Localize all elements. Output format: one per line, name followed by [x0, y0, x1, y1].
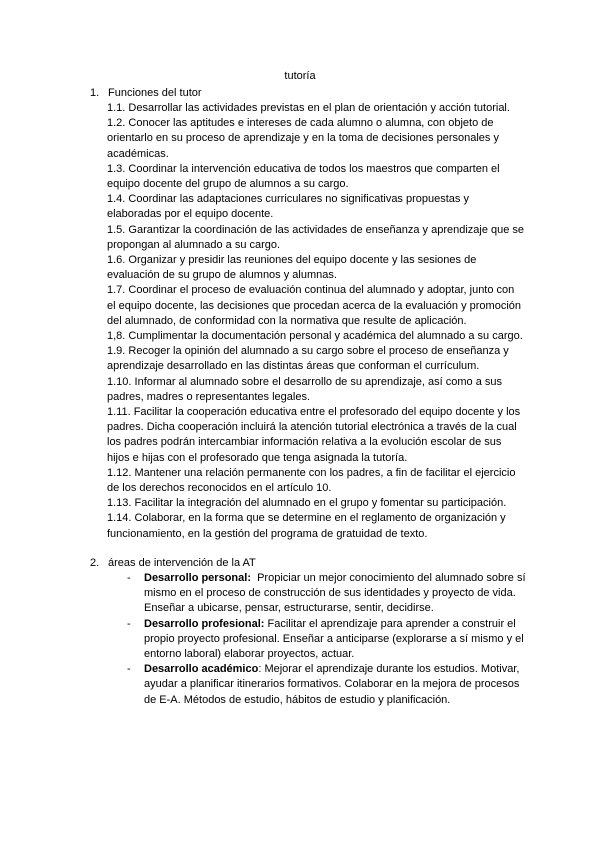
bullet-dash: - [127, 617, 131, 630]
function-item: 1.12. Mantener una relación permanente con los padres, a fin de facilitar el ejercicio de los derechos reconocidos en el artículo 10. [107, 466, 516, 495]
function-item: 1.1. Desarrollar las actividades previstas en el plan de orientación y acción tutorial. [107, 102, 510, 114]
area-item-professional [127, 617, 527, 663]
section-title: Funciones del tutor [108, 87, 202, 99]
function-item: 1.14. Colaborar, en la forma que se determine en el reglamento de organización y funcionamiento, en la gestión del programa de gratuidad de texto. [107, 512, 506, 540]
function-item: 1.4. Coordinar las adaptaciones curriculares no significativas propuestas y elaboradas por el equipo docente. [107, 193, 469, 221]
section-title: áreas de intervención de la AT [108, 557, 256, 569]
functions-list [107, 101, 525, 542]
function-item: 1.6. Organizar y presidir las reuniones del equipo docente y las sesiones de evaluación de su grupo de alumnos y alumnas. [107, 254, 477, 282]
function-item: 1,8. Cumplimentar la documentación personal y académica del alumnado a su cargo. [107, 330, 523, 343]
function-item: 1.2. Conocer las aptitudes e intereses de cada alumno o alumna, con objeto de orientarlo en su proceso de aprendizaje y en la toma de decisiones personales y académicas. [107, 117, 499, 160]
function-item: 1.10. Informar al alumnado sobre el desarrollo de su aprendizaje, así como a sus padres, madres o representantes legales. [107, 375, 502, 403]
area-description: : Mejorar el aprendizaje durante los estudios. Motivar, ayudar a planificar itinerarios formativos. Colaborar en la mejora de procesos de E-A. Métodos de estudio, hábitos de estudio y planificación. [144, 663, 523, 706]
area-item-personal [127, 571, 527, 617]
section-number: 1. [90, 87, 100, 99]
document-title: tutoría [284, 70, 316, 82]
bullet-dash: - [127, 572, 131, 584]
section-number: 2. [90, 557, 100, 569]
function-item: 1.11. Facilitar la cooperación educativa entre el profesorado del equipo docente y los padres. Dicha cooperación incluirá la atención tutorial electrónica a través de la cual los padres podrán intercambiar información relativa a la evolución escolar de sus hijos e hijas con el profesorado que tenga asignada la tutoría. [107, 406, 521, 464]
function-item: 1.9. Recoger la opinión del alumnado a su cargo sobre el proceso de enseñanza y aprendizaje desarrollado en las distintas áreas que conforman el currículum. [107, 345, 509, 373]
area-item-academic [127, 662, 527, 708]
function-item: 1.5. Garantizar la coordinación de las actividades de enseñanza y aprendizaje que se propongan al alumnado a su cargo. [107, 223, 525, 251]
areas-list [127, 571, 527, 708]
area-description: Facilitar el aprendizaje para aprender a construir el propio proyecto profesional. Enseñar a anticiparse (explorarse a sí mismo y el entorno laboral) elaborar proyectos, actuar. [144, 617, 527, 661]
function-item: 1.13. Facilitar la integración del alumnado en el grupo y fomentar su participación. [107, 497, 507, 510]
function-item: 1.7. Coordinar el proceso de evaluación continua del alumnado y adoptar, junto con el equipo docente, las decisiones que procedan acerca de la evaluación y promoción del alumnado, de conformidad con la normativa que resulte de aplicación. [107, 284, 521, 327]
bullet-dash: - [127, 663, 131, 676]
area-description: Propiciar un mejor conocimiento del alumnado sobre sí mismo en el proceso de construcción de sus identidades y proyecto de vida. Enseñar a ubicarse, pensar, estructurarse, sentir, decidirse. [144, 572, 529, 615]
area-name: Desarrollo profesional: [144, 617, 265, 630]
area-name: Desarrollo académico [144, 663, 259, 676]
area-name: Desarrollo personal: [144, 572, 251, 584]
function-item: 1.3. Coordinar la intervención educativa de todos los maestros que comparten el equipo docente del grupo de alumnos a su cargo. [107, 162, 500, 191]
